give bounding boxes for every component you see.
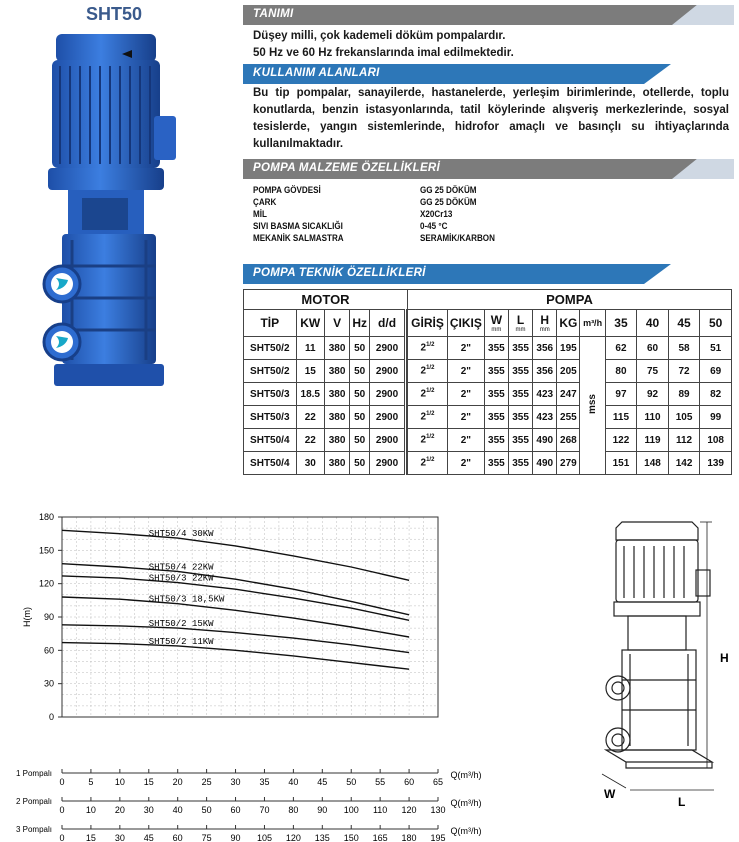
cell-h-q45: 72 (668, 360, 700, 383)
col-tip: TİP (244, 310, 297, 337)
cell-l: 355 (508, 406, 532, 429)
cell-h-q40: 92 (637, 383, 669, 406)
table-row (244, 452, 732, 475)
x-tick-label: 90 (317, 805, 328, 815)
cell-giris: $2^{1/2}$ (408, 383, 448, 406)
table-row (244, 406, 732, 429)
cell-tip: SHT50/2 (244, 360, 297, 383)
cell-cikis: 2" (447, 452, 484, 475)
cell-hz: 50 (350, 383, 370, 406)
x-axis-title: 2 Pompalı (15, 797, 52, 806)
dimension-label-l: L (678, 795, 686, 809)
cell-v: 380 (324, 429, 349, 452)
cell-h-q35: 62 (605, 337, 637, 360)
x-tick-label: 100 (343, 805, 359, 815)
cell-v: 380 (324, 452, 349, 475)
cell-dd: 2900 (370, 429, 406, 452)
cell-kg: 205 (557, 360, 580, 383)
x-tick-label: 120 (401, 805, 417, 815)
x-tick-label: 120 (285, 833, 301, 842)
x-axis-unit: Q(m³/h) (450, 770, 482, 780)
cell-h-q40: 60 (637, 337, 669, 360)
x-axis-title: 1 Pompalı (15, 769, 52, 778)
x-tick-label: 195 (430, 833, 446, 842)
col-l: L mm (508, 310, 532, 337)
description-line-2: 50 Hz ve 60 Hz frekanslarında imal edilmektedir. (253, 47, 514, 59)
section-header-teknik: POMPA TEKNİK ÖZELLİKLERİ (243, 264, 734, 284)
col-kg: KG (557, 310, 580, 337)
cell-w: 355 (484, 452, 508, 475)
cell-kw: 15 (296, 360, 324, 383)
x-tick-label: 30 (114, 833, 125, 842)
x-tick-label: 60 (172, 833, 183, 842)
material-value: SERAMİK/KARBON (420, 233, 495, 244)
cell-dd: 2900 (370, 360, 406, 383)
material-label: SIVI BASMA SICAKLIĞI (253, 221, 343, 232)
y-axis-label: H(m) (22, 607, 32, 627)
cell-kg: 279 (557, 452, 580, 475)
dimension-label-h: H (720, 651, 729, 665)
cell-dd: 2900 (370, 452, 406, 475)
cell-w: 355 (484, 429, 508, 452)
cell-tip: SHT50/3 (244, 383, 297, 406)
cell-w: 355 (484, 360, 508, 383)
cell-kw: 22 (296, 429, 324, 452)
cell-h-q35: 115 (605, 406, 637, 429)
cell-h-q35: 80 (605, 360, 637, 383)
cell-v: 380 (324, 337, 349, 360)
technical-spec-table (243, 289, 732, 475)
cell-tip: SHT50/2 (244, 337, 297, 360)
cell-hz: 50 (350, 452, 370, 475)
cell-h-q50: 99 (700, 406, 732, 429)
x-tick-label: 30 (143, 805, 154, 815)
x-tick-label: 80 (288, 805, 299, 815)
x-tick-label: 0 (59, 777, 65, 787)
col-q45: 45 (668, 310, 700, 337)
cell-l: 355 (508, 383, 532, 406)
cell-hz: 50 (350, 406, 370, 429)
section-header-tanimi: TANIMI (243, 5, 734, 25)
x-tick-label: 35 (259, 777, 270, 787)
cell-kw: 22 (296, 406, 324, 429)
col-q35: 35 (605, 310, 637, 337)
x-tick-label: 60 (404, 777, 415, 787)
cell-cikis: 2" (447, 337, 484, 360)
material-value: X20Cr13 (420, 209, 453, 220)
x-tick-label: 50 (201, 805, 212, 815)
cell-w: 355 (484, 383, 508, 406)
y-tick-label: 180 (38, 512, 54, 522)
cell-dd: 2900 (370, 337, 406, 360)
series-label: SHT50/2 15KW (148, 619, 214, 630)
col-h: H mm (533, 310, 557, 337)
cell-l: 355 (508, 337, 532, 360)
x-tick-label: 110 (372, 805, 388, 815)
cell-giris: $2^{1/2}$ (408, 337, 448, 360)
x-tick-label: 60 (230, 805, 241, 815)
x-axis-unit: Q(m³/h) (450, 798, 482, 808)
cell-v: 380 (324, 360, 349, 383)
cell-kg: 268 (557, 429, 580, 452)
series-label: SHT50/3 22KW (148, 573, 214, 584)
col-q40: 40 (637, 310, 669, 337)
y-tick-label: 0 (48, 712, 54, 722)
cell-w: 355 (484, 406, 508, 429)
section-header-malzeme: POMPA MALZEME ÖZELLİKLERİ (243, 159, 734, 179)
col-giris: GİRİŞ (408, 310, 448, 337)
dimension-label-w: W (604, 787, 616, 801)
cell-h-q50: 82 (700, 383, 732, 406)
cell-w: 355 (484, 337, 508, 360)
cell-h-q40: 75 (637, 360, 669, 383)
cell-kw: 18.5 (296, 383, 324, 406)
cell-hz: 50 (350, 337, 370, 360)
x-axis-unit: Q(m³/h) (450, 826, 482, 836)
cell-cikis: 2" (447, 429, 484, 452)
pump-product-image (38, 26, 188, 398)
cell-h-q50: 69 (700, 360, 732, 383)
cell-kg: 255 (557, 406, 580, 429)
x-tick-label: 25 (201, 777, 212, 787)
y-tick-label: 150 (38, 545, 54, 556)
cell-h-q50: 51 (700, 337, 732, 360)
cell-l: 355 (508, 429, 532, 452)
table-row (244, 383, 732, 406)
cell-hz: 50 (350, 360, 370, 383)
cell-h: 490 (533, 452, 557, 475)
y-tick-label: 120 (38, 578, 54, 589)
cell-l: 355 (508, 360, 532, 383)
material-label: MEKANİK SALMASTRA (253, 233, 344, 244)
cell-giris: $2^{1/2}$ (408, 406, 448, 429)
cell-kg: 247 (557, 383, 580, 406)
cell-h: 356 (533, 360, 557, 383)
cell-dd: 2900 (370, 406, 406, 429)
x-tick-label: 105 (256, 833, 272, 842)
cell-h-q35: 122 (605, 429, 637, 452)
x-tick-label: 15 (143, 777, 154, 787)
col-dd: d/d (370, 310, 406, 337)
x-tick-label: 30 (230, 777, 241, 787)
x-tick-label: 0 (59, 833, 65, 842)
col-hz: Hz (350, 310, 370, 337)
x-tick-label: 180 (401, 833, 417, 842)
unit-mss: mss (580, 337, 605, 475)
y-tick-label: 90 (43, 612, 54, 622)
cell-h: 423 (533, 383, 557, 406)
cell-tip: SHT50/4 (244, 452, 297, 475)
cell-h-q45: 142 (668, 452, 700, 475)
cell-tip: SHT50/3 (244, 406, 297, 429)
cell-cikis: 2" (447, 360, 484, 383)
cell-v: 380 (324, 383, 349, 406)
material-label: POMPA GÖVDESİ (253, 185, 321, 196)
cell-tip: SHT50/4 (244, 429, 297, 452)
group-pompa: POMPA (408, 290, 732, 310)
model-title: SHT50 (86, 4, 143, 24)
col-w: W mm (484, 310, 508, 337)
cell-giris: $2^{1/2}$ (408, 452, 448, 475)
cell-h-q50: 108 (700, 429, 732, 452)
y-tick-label: 60 (43, 645, 54, 656)
performance-curve-chart (0, 505, 482, 842)
cell-kw: 11 (296, 337, 324, 360)
x-tick-label: 165 (372, 833, 388, 842)
cell-dd: 2900 (370, 383, 406, 406)
cell-h-q40: 110 (637, 406, 669, 429)
cell-h-q45: 105 (668, 406, 700, 429)
series-label: SHT50/3 18,5KW (148, 594, 225, 605)
table-row (244, 360, 732, 383)
cell-h-q35: 97 (605, 383, 637, 406)
cell-cikis: 2" (447, 406, 484, 429)
x-tick-label: 90 (230, 833, 241, 842)
usage-text: Bu tip pompalar, sanayilerde, hastanelerde, yerleşim birimlerinde, otellerde, toplu konutlarda, benzin istasyonlarında, tatil köylerinde alışveriş merkezlerinde, sosyal tesislerde, yangın sistemlerinde, hidrofor amaçlı ve basınçlı su ihtiyaçlarında kullanılmaktadır. (253, 87, 729, 150)
cell-giris: $2^{1/2}$ (408, 360, 448, 383)
cell-h-q50: 139 (700, 452, 732, 475)
material-value: GG 25 DÖKÜM (420, 185, 477, 196)
x-tick-label: 15 (85, 833, 96, 842)
cell-h: 490 (533, 429, 557, 452)
col-q50: 50 (700, 310, 732, 337)
cell-h-q40: 148 (637, 452, 669, 475)
table-row (244, 429, 732, 452)
cell-giris: $2^{1/2}$ (408, 429, 448, 452)
material-value: GG 25 DÖKÜM (420, 197, 477, 208)
cell-h: 423 (533, 406, 557, 429)
section-header-kullanim: KULLANIM ALANLARI (243, 64, 734, 84)
cell-l: 355 (508, 452, 532, 475)
x-tick-label: 70 (259, 805, 270, 815)
x-tick-label: 10 (85, 805, 96, 815)
x-tick-label: 20 (172, 777, 183, 787)
series-label: SHT50/4 22KW (148, 562, 214, 573)
x-tick-label: 0 (59, 805, 65, 815)
x-tick-label: 10 (114, 777, 125, 787)
series-label: SHT50/4 30KW (148, 529, 214, 540)
y-tick-label: 30 (43, 678, 54, 689)
material-label: MİL (253, 209, 267, 220)
x-tick-label: 55 (375, 777, 386, 787)
x-tick-label: 40 (288, 777, 299, 787)
x-tick-label: 40 (172, 805, 183, 815)
x-tick-label: 130 (430, 805, 446, 815)
x-tick-label: 135 (314, 833, 330, 842)
cell-h-q45: 58 (668, 337, 700, 360)
series-label: SHT50/2 11KW (148, 636, 214, 647)
cell-h: 356 (533, 337, 557, 360)
cell-kw: 30 (296, 452, 324, 475)
group-motor: MOTOR (244, 290, 408, 310)
material-value: 0-45 °C (420, 221, 448, 232)
description-line-1: Düşey milli, çok kademeli döküm pompalardır. (253, 30, 506, 42)
cell-cikis: 2" (447, 383, 484, 406)
cell-v: 380 (324, 406, 349, 429)
x-tick-label: 5 (88, 777, 94, 787)
col-kw: KW (296, 310, 324, 337)
x-tick-label: 150 (343, 833, 359, 842)
col-cikis: ÇIKIŞ (447, 310, 484, 337)
x-tick-label: 20 (114, 805, 125, 815)
cell-h-q45: 112 (668, 429, 700, 452)
table-row (244, 337, 732, 360)
x-axis-title: 3 Pompalı (15, 825, 52, 834)
dimension-drawing (592, 512, 738, 812)
cell-kg: 195 (557, 337, 580, 360)
x-tick-label: 45 (317, 777, 328, 787)
x-tick-label: 45 (143, 833, 154, 842)
x-tick-label: 75 (201, 833, 212, 842)
col-v: V (324, 310, 349, 337)
cell-h-q45: 89 (668, 383, 700, 406)
x-tick-label: 65 (432, 777, 444, 787)
cell-hz: 50 (350, 429, 370, 452)
cell-h-q35: 151 (605, 452, 637, 475)
material-label: ÇARK (253, 197, 277, 208)
col-flow: m³/h (580, 310, 605, 337)
cell-h-q40: 119 (637, 429, 669, 452)
x-tick-label: 50 (346, 777, 357, 787)
